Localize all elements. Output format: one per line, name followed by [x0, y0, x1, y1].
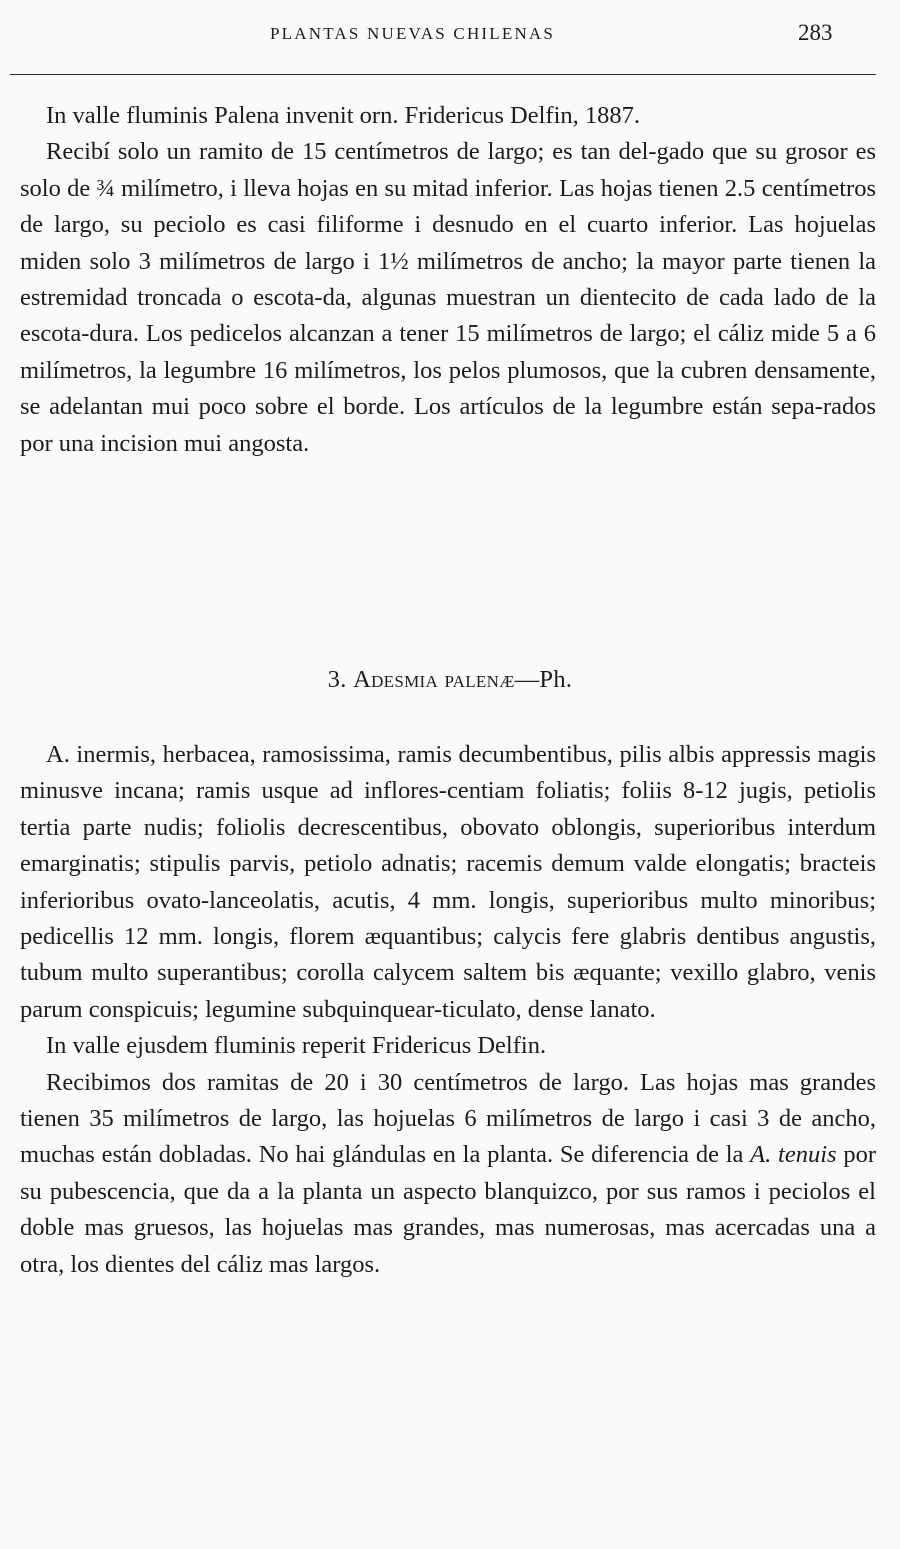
- species-reference-italic: A. tenuis: [750, 1141, 837, 1169]
- species-name: Adesmia palenæ: [353, 666, 515, 693]
- spanish-description: [20, 1065, 876, 1283]
- section-1-paragraph-2: Recibí solo un ramito de 15 centímetros de largo; es tan del-gado que su grosor es solo de ¾ milímetro, i lleva hojas en su mitad inferior. Las hojas tienen 2.5 centímetros de largo, su peciolo es casi filiforme i desnudo en el cuarto inferior. Las hojuelas miden solo 3 milímetros de largo i 1½ milímetros de ancho; la mayor parte tienen la estremidad troncada o escota-da, algunas muestran un dientecito de cada lado de la escota-dura. Los pedicelos alcanzan a tener 15 milímetros de largo; el cáliz mide 5 a 6 milímetros, la legumbre 16 milímetros, los pelos plumosos, que la cubren densamente, se adelantan mui poco sobre el borde. Los artículos de la legumbre están sepa-rados por una incision mui angosta.: [20, 138, 876, 457]
- section-1-paragraph-1: In valle fluminis Palena invenit orn. Fridericus Delfin, 1887.: [46, 102, 641, 129]
- description-text-end: por su pubescencia, que da a la planta un aspecto blanquizco, por sus ramos i peciolos el doble mas gruesos, las hojuelas mas grandes, mas numerosas, mas acercadas una a otra, los dientes del cáliz mas largos.: [20, 1141, 876, 1278]
- page-number: 283: [798, 20, 833, 45]
- header-rule: [10, 74, 876, 75]
- species-author: —Ph.: [514, 666, 573, 693]
- description-text-start: Recibimos dos ramitas de 20 i 30 centímetros de largo. Las hojas mas grandes tienen 35 milímetros de largo, las hojuelas 6 milímetros de largo i casi 3 de ancho, muchas están dobladas. No hai glándulas en la planta. Se diferencia de la: [20, 1068, 876, 1169]
- running-title: PLANTAS NUEVAS CHILENAS: [270, 24, 556, 43]
- species-heading: [0, 666, 900, 694]
- section-1-text: [20, 98, 876, 462]
- section-2-text: [20, 737, 876, 1283]
- species-number: 3.: [327, 666, 347, 693]
- locality-paragraph: In valle ejusdem fluminis reperit Fridericus Delfin.: [46, 1032, 547, 1060]
- latin-description: A. inermis, herbacea, ramosissima, ramis decumbentibus, pilis albis appressis magis minusve incana; ramis usque ad inflores-centiam foliatis; foliis 8-12 jugis, petiolis tertia parte nudis; foliolis decrescentibus, obovato oblongis, superioribus interdum emarginatis; stipulis parvis, petiolo adnatis; racemis demum valde elongatis; bracteis inferioribus ovato-lanceolatis, acutis, 4 mm. longis, superioribus multo minoribus; pedicellis 12 mm. longis, florem æquantibus; calycis fere glabris dentibus angustis, tubum multo superantibus; corolla calycem saltem bis æquante; vexillo glabro, venis parum conspicuis; legumine subquinquear-ticulato, dense lanato.: [20, 741, 876, 1023]
- running-header: [0, 20, 900, 50]
